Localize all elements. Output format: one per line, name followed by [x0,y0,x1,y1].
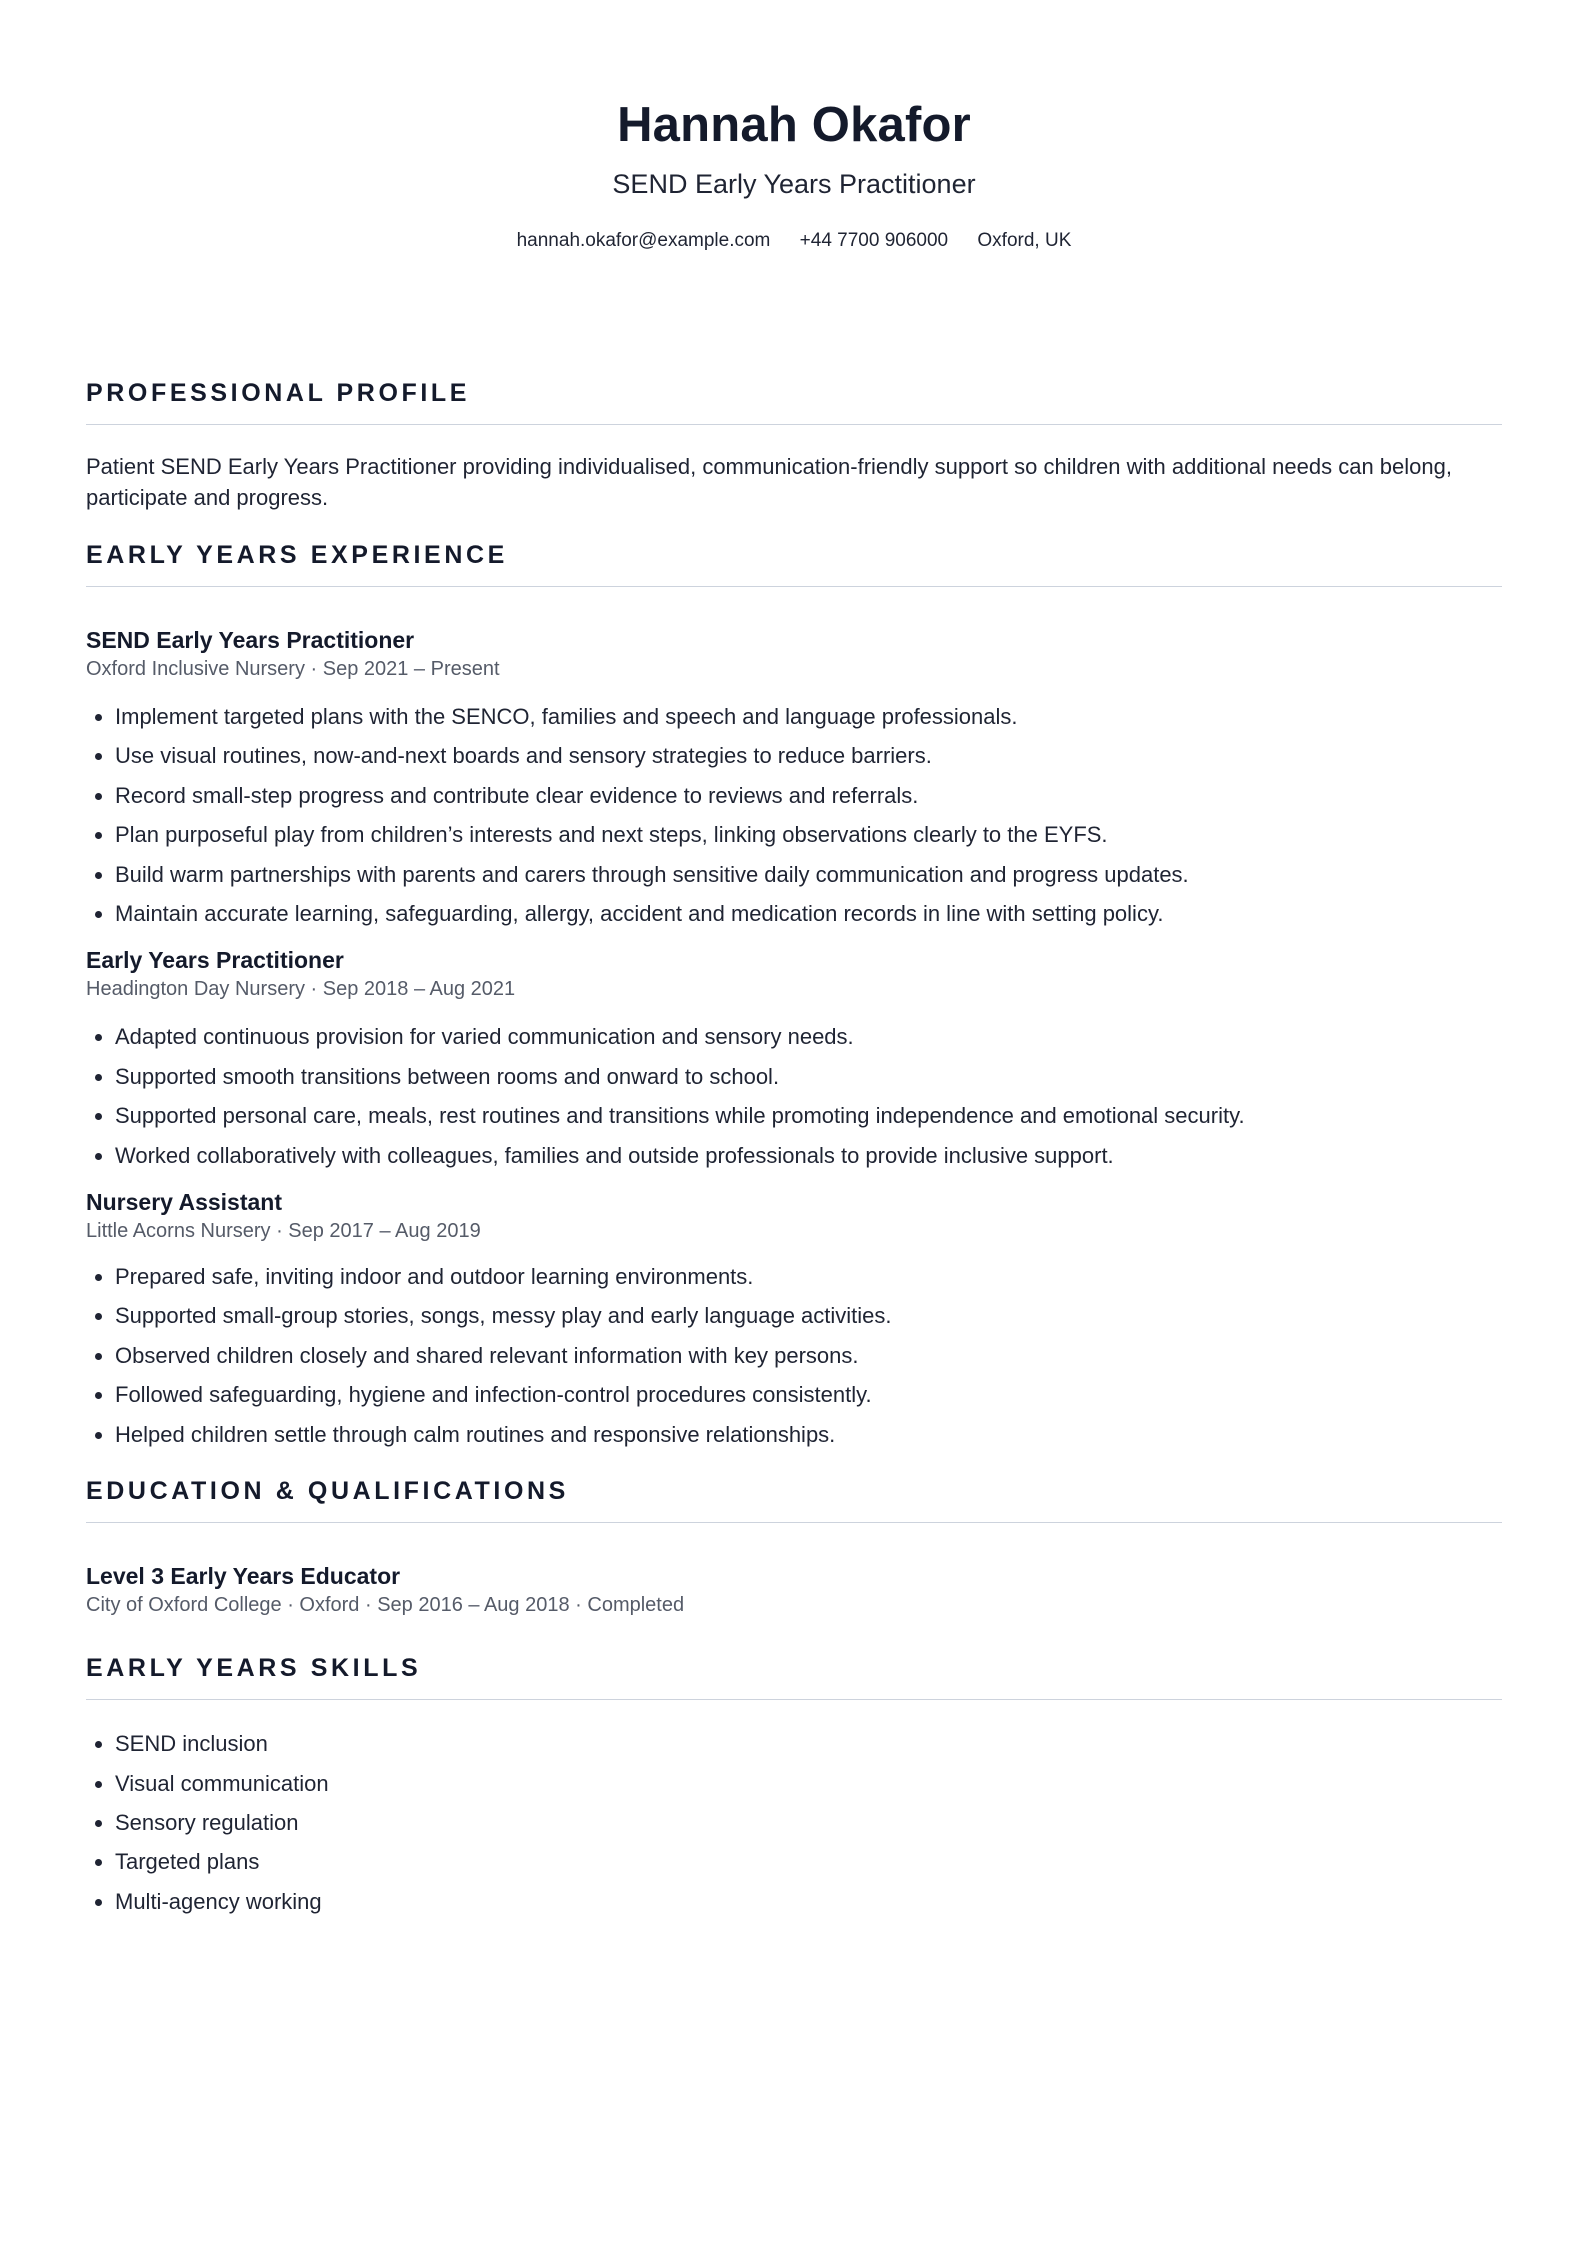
skill-item: • Targeted plans [115,1842,1502,1881]
job-entry [86,625,1502,933]
job-title: Early Years Practitioner [86,947,344,974]
skill-item: • Multi-agency working [115,1882,1502,1921]
list-item: • Implement targeted plans with the SENCO, families and speech and language professionals. [115,697,1502,736]
job-entry [86,1187,1502,1454]
education-entry [86,1561,1502,1619]
skills-section [86,1651,1502,1921]
job-meta: Oxford Inclusive Nursery · Sep 2021 – Present [86,658,500,680]
list-item: • Supported personal care, meals, rest routines and transitions while promoting independence and emotional security. [115,1096,1502,1135]
skills-section-title: EARLY YEARS SKILLS [86,1651,1502,1700]
list-item: • Followed safeguarding, hygiene and infection-control procedures consistently. [115,1375,1502,1414]
skill-item: • Visual communication [115,1764,1502,1803]
list-item: • Plan purposeful play from children’s interests and next steps, linking observations clearly to the EYFS. [115,815,1502,854]
job-bullets [86,697,1502,933]
list-item: • Supported small-group stories, songs, messy play and early language activities. [115,1296,1502,1335]
job-title: SEND Early Years Practitioner [86,627,415,653]
list-item: • Adapted continuous provision for varied communication and sensory needs. [115,1017,1502,1056]
contact-location: Oxford, UK [977,230,1072,251]
list-item: • Supported smooth transitions between rooms and onward to school. [115,1057,1502,1096]
list-item: • Maintain accurate learning, safeguarding, allergy, accident and medication records in line with setting policy. [115,894,1502,933]
profile-text: Patient SEND Early Years Practitioner providing individualised, communication-friendly support so children with additional needs can belong, participate and progress. [86,454,1452,510]
list-item: • Build warm partnerships with parents and carers through sensitive daily communication and progress updates. [115,855,1502,894]
candidate-name: Hannah Okafor [617,98,971,152]
job-meta: Headington Day Nursery · Sep 2018 – Aug 2021 [86,978,516,1001]
contact-phone: +44 7700 906000 [799,230,949,251]
resume-header [86,0,1502,254]
list-item: • Observed children closely and shared relevant information with key persons. [115,1336,1502,1375]
job-meta: Little Acorns Nursery · Sep 2017 – Aug 2019 [86,1220,481,1243]
experience-section-title: EARLY YEARS EXPERIENCE [86,538,1502,587]
skill-item: • Sensory regulation [115,1803,1502,1842]
skill-item: • SEND inclusion [115,1724,1502,1763]
qualification-meta: City of Oxford College · Oxford · Sep 2016 – Aug 2018 · Completed [86,1594,685,1617]
list-item: • Worked collaboratively with colleagues, families and outside professionals to provide inclusive support. [115,1136,1502,1175]
list-item: • Helped children settle through calm routines and responsive relationships. [115,1415,1502,1454]
profile-section [86,376,1502,513]
job-bullets [86,1017,1502,1175]
list-item: • Prepared safe, inviting indoor and outdoor learning environments. [115,1257,1502,1296]
contact-email: hannah.okafor@example.com [516,230,771,251]
experience-section [86,538,1502,1454]
list-item: • Use visual routines, now-and-next boards and sensory strategies to reduce barriers. [115,736,1502,775]
education-section [86,1474,1502,1619]
qualification-title: Level 3 Early Years Educator [86,1563,401,1590]
job-title: Nursery Assistant [86,1189,283,1216]
skills-list [86,1724,1502,1921]
profile-section-title: PROFESSIONAL PROFILE [86,376,1502,425]
job-bullets [86,1257,1502,1454]
contact-line [86,228,1502,254]
education-section-title: EDUCATION & QUALIFICATIONS [86,1474,1502,1523]
list-item: • Record small-step progress and contribute clear evidence to reviews and referrals. [115,776,1502,815]
candidate-role: SEND Early Years Practitioner [612,169,976,199]
job-entry [86,945,1502,1175]
